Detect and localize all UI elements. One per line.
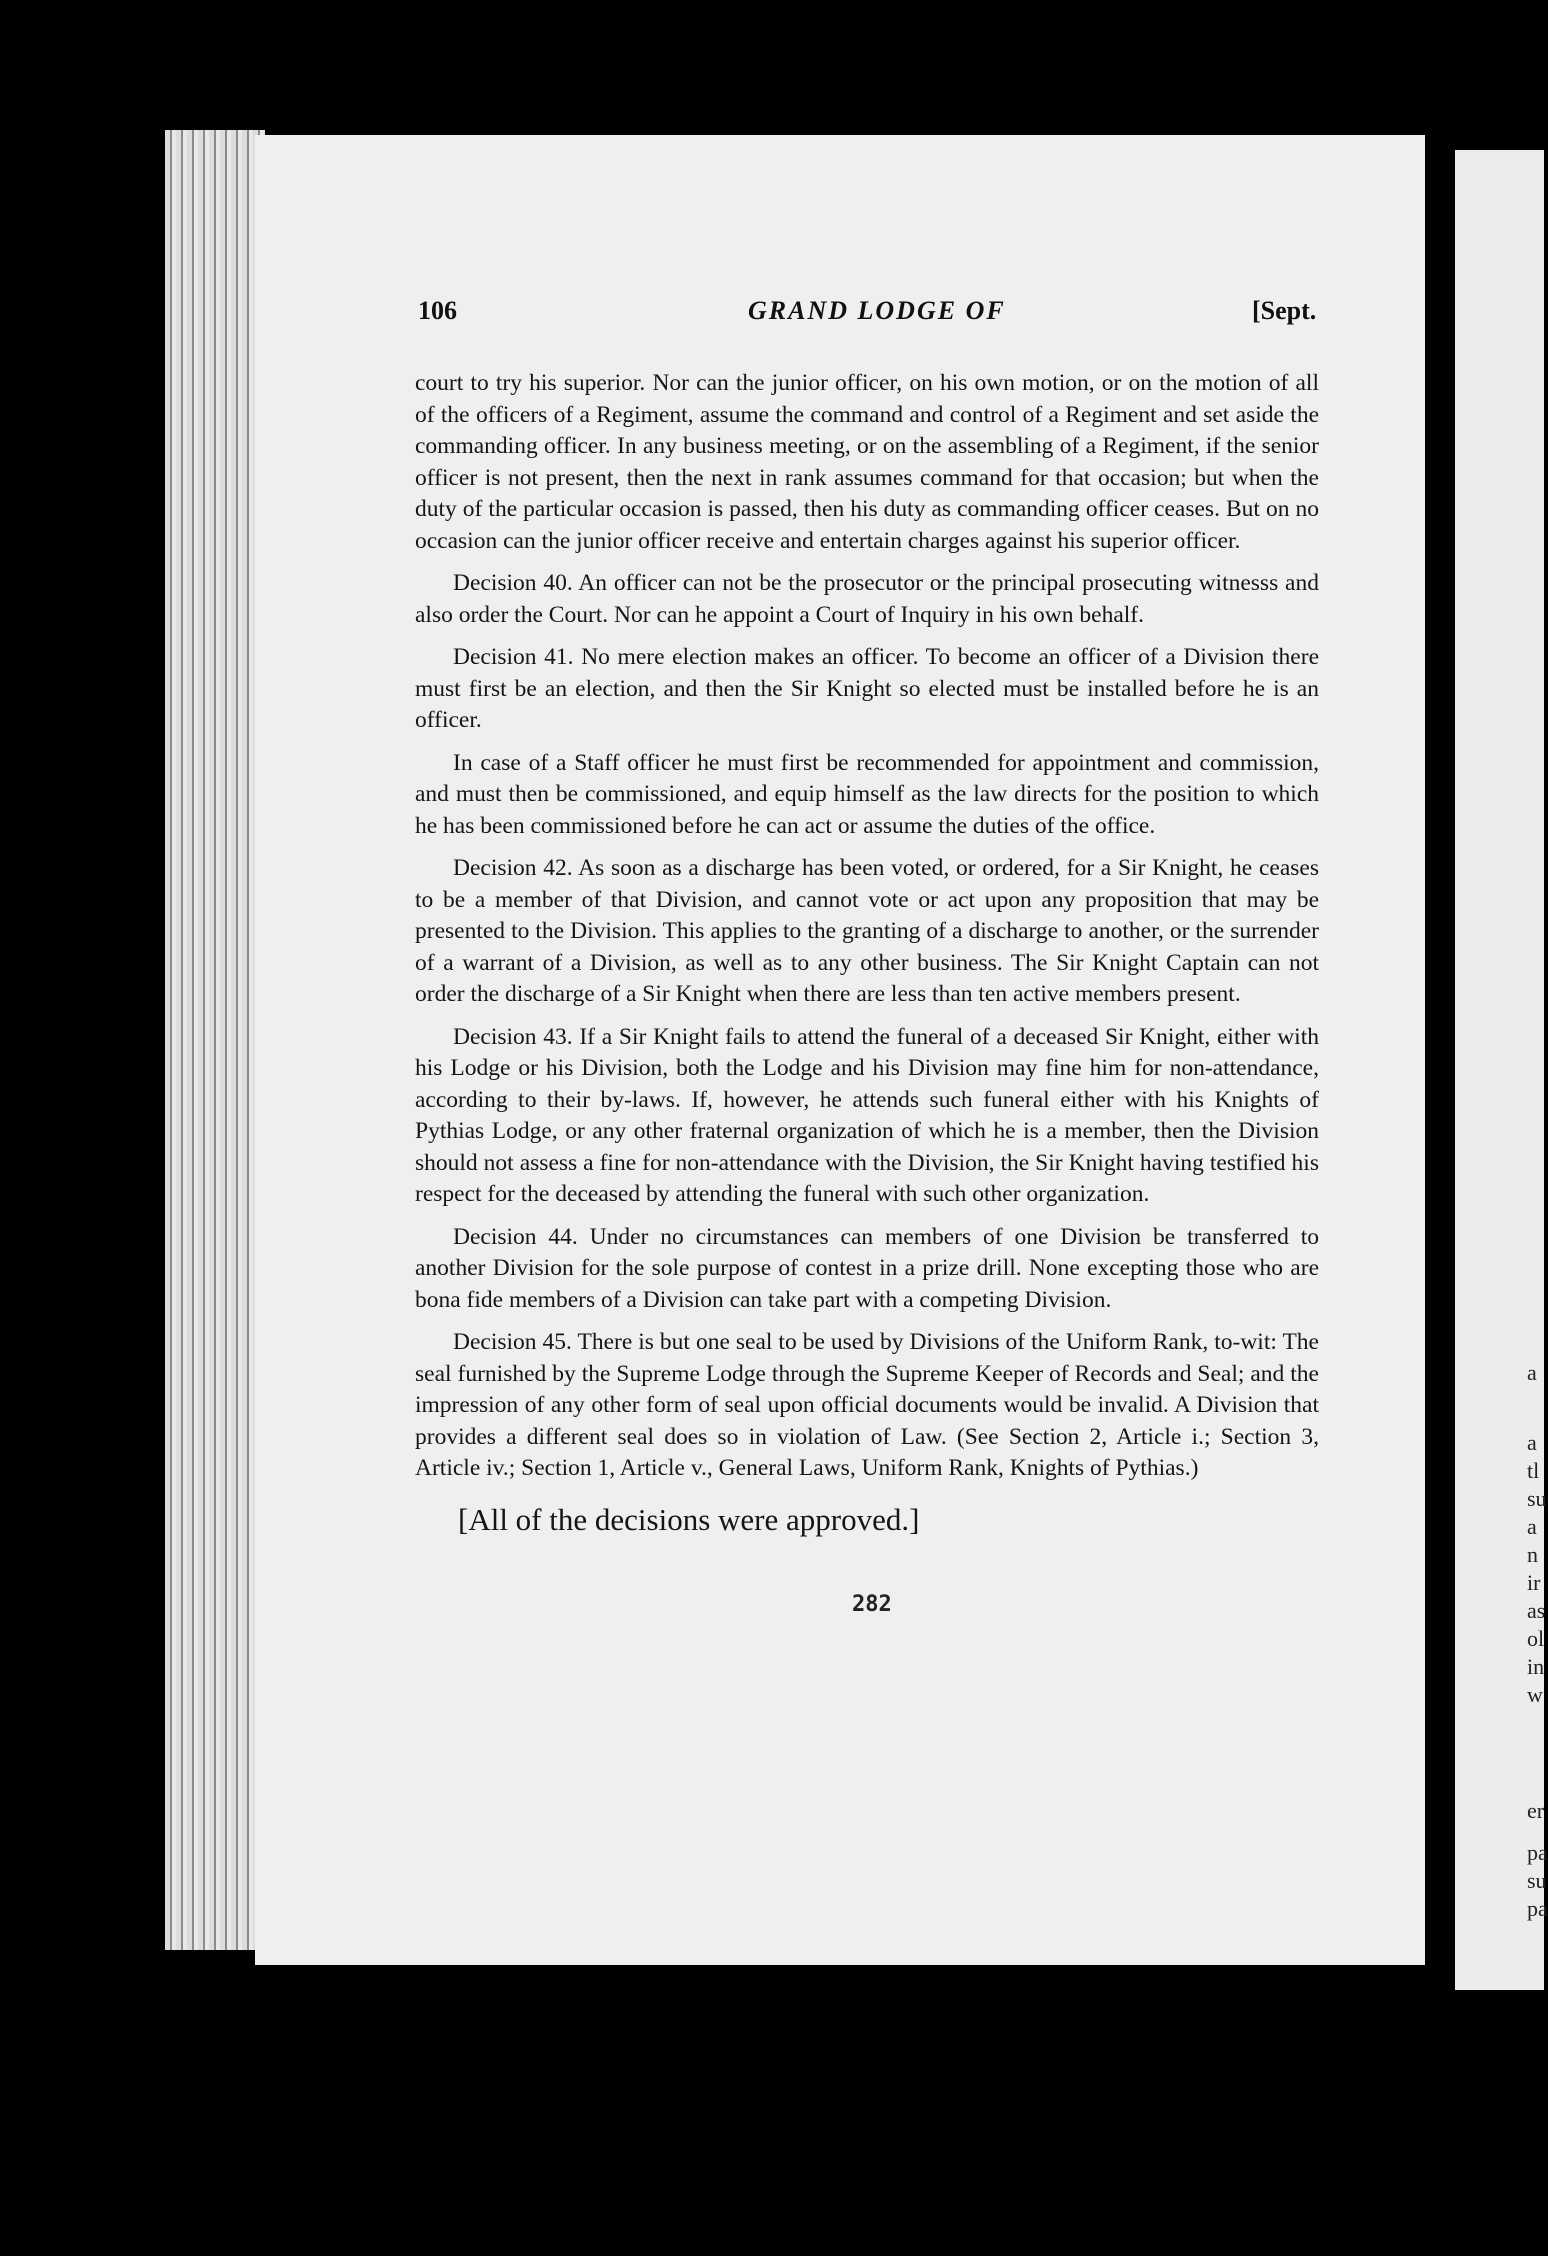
page-edges: [165, 130, 265, 1950]
facing-fragment: su: [1527, 1868, 1547, 1893]
facing-fragment: tl: [1527, 1458, 1540, 1483]
header-date: [Sept.: [1252, 296, 1317, 325]
facing-fragment: n: [1527, 1542, 1538, 1567]
body-text: [415, 368, 1319, 1496]
facing-page: [1455, 150, 1548, 1990]
decision-44: Decision 44. Under no circumstances can members of one Division be transferred to another Division for the sole purpose of contest in a prize drill. None excepting those who are bona fide members of a Division can take part with a competing Division.: [415, 1223, 1319, 1313]
paragraph: court to try his superior. Nor can the junior officer, on his own motion, or on the motion of all of the officers of a Regiment, assume the command and control of a Regiment and set aside the commanding officer. In any business meeting, or on the assembling of a Regiment, if the senior officer is not present, then the next in rank assumes command for that occasion; but when the duty of the particular occasion is passed, then his duty as commanding officer ceases. But on no occasion can the junior officer receive and entertain charges against his superior officer.: [415, 370, 1319, 554]
header-page-number: 106: [418, 296, 457, 325]
decision-43: Decision 43. If a Sir Knight fails to attend the funeral of a deceased Sir Knight, either with his Lodge or his Division, both the Lodge and his Division may fine him for non-attendance, according to their by-laws. If, however, he attends such funeral either with his Knights of Pythias Lodge, or any other fraternal organization of which he is a member, then the Division should not assess a fine for non-attendance with the Division, the Sir Knight having testified his respect for the deceased by attending the funeral with such other organization.: [415, 1023, 1319, 1207]
decision-42: Decision 42. As soon as a discharge has been voted, or ordered, for a Sir Knight, he ceases to be a member of that Division, and cannot vote or act upon any proposition that may be presented to the Division. This applies to the granting of a discharge to another, or the surrender of a warrant of a Division, as well as to any other business. The Sir Knight Captain can not order the discharge of a Sir Knight when there are less than ten active members present.: [415, 855, 1319, 1007]
footer-page-number: 282: [852, 1592, 892, 1617]
running-title: GRAND LODGE OF: [748, 296, 1006, 325]
facing-fragment: w: [1527, 1682, 1543, 1707]
decision-41: Decision 41. No mere election makes an officer. To become an officer of a Division there must first be an election, and then the Sir Knight so elected must be installed before he is an officer.: [415, 644, 1319, 733]
facing-fragment: ir: [1527, 1570, 1541, 1595]
decision-40: Decision 40. An officer can not be the prosecutor or the principal prosecuting witnesss and also order the Court. Nor can he appoint a Court of Inquiry in his own behalf.: [415, 570, 1319, 628]
facing-fragment: as: [1527, 1598, 1546, 1623]
paragraph: In case of a Staff officer he must first be recommended for appointment and commission, and must then be commissioned, and equip himself as the law directs for the position to which he has been commissioned before he can act or assume the duties of the office.: [415, 749, 1319, 839]
facing-fragment: pa: [1527, 1840, 1548, 1865]
facing-fragment: ol: [1527, 1626, 1545, 1651]
facing-fragment: pa: [1527, 1896, 1548, 1921]
facing-fragment: a: [1527, 1360, 1537, 1385]
decision-45: Decision 45. There is but one seal to be used by Divisions of the Uniform Rank, to-wit: The seal furnished by the Supreme Lodge through the Supreme Keeper of Records and Seal; and the impression of any other form of seal upon official documents would be invalid. A Division that provides a different seal does so in violation of Law. (See Section 2, Article i.; Section 3, Article iv.; Section 1, Article v., General Laws, Uniform Rank, Knights of Pythias.): [415, 1329, 1319, 1481]
closing-note: [All of the decisions were approved.]: [458, 1502, 920, 1537]
facing-fragment: er: [1527, 1798, 1545, 1823]
facing-fragment: a: [1527, 1514, 1537, 1539]
facing-fragment: a: [1527, 1430, 1537, 1455]
facing-fragment: in: [1527, 1654, 1545, 1679]
facing-fragment: su: [1527, 1486, 1547, 1511]
